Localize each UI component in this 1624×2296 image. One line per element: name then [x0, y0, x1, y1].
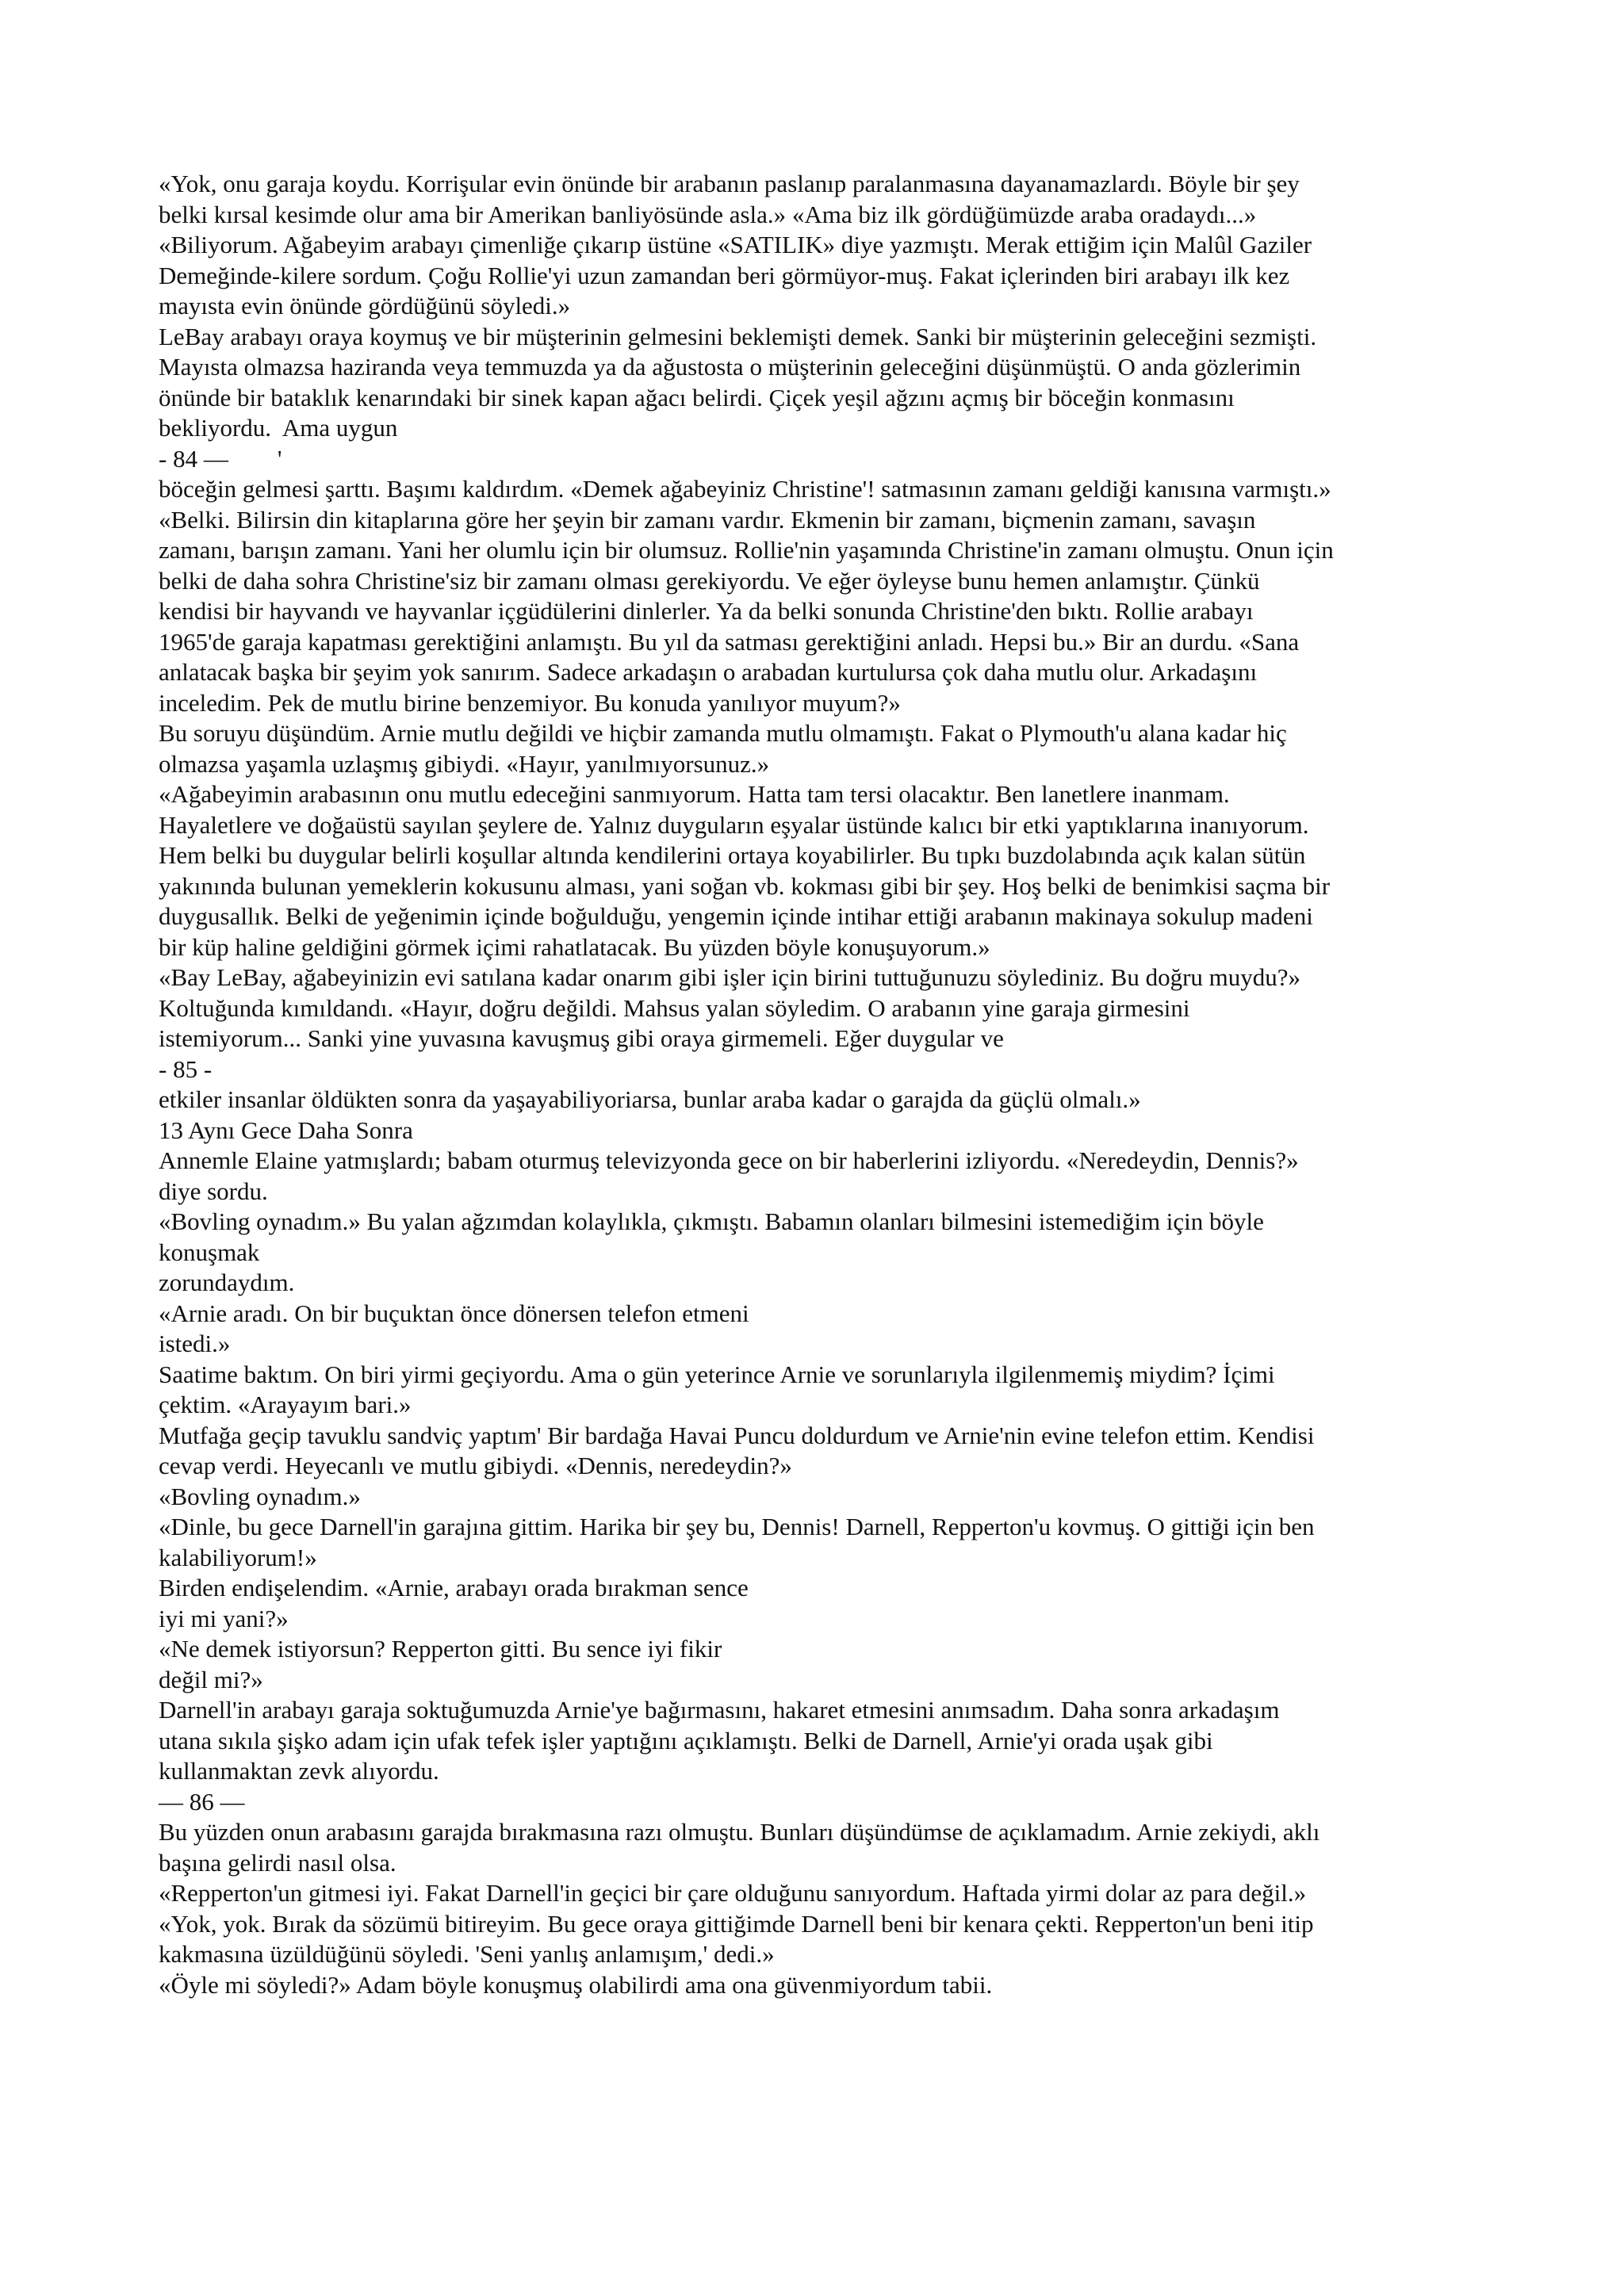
text-line: LeBay arabayı oraya koymuş ve bir müşterinin gelmesini beklemişti demek. Sanki bir müşterinin geleceğini sezmişti. — [159, 322, 1317, 350]
text-line: Bu soruyu düşündüm. Arnie mutlu değildi ve hiçbir zamanda mutlu olmamıştı. Fakat o Plymouth'u alana kadar hiç — [159, 719, 1287, 747]
text-line: «Yok, yok. Bırak da sözümü bitireyim. Bu gece oraya gittiğimde Darnell beni bir kenara çekti. Repperton'un beni itip — [159, 1909, 1314, 1938]
text-line: cevap verdi. Heyecanlı ve mutlu gibiydi. «Dennis, neredeydin?» — [159, 1452, 792, 1479]
text-line: Mayısta olmazsa haziranda veya temmuzda ya da ağustosta o müşterinin geleceğini düşünmüştü. O anda gözlerimin — [159, 353, 1301, 381]
text-line: «Öyle mi söyledi?» Adam böyle konuşmuş olabilirdi ama ona güvenmiyordum tabii. — [159, 1970, 993, 1999]
text-line: «Biliyorum. Ağabeyim arabayı çimenliğe çıkarıp üstüne «SATILIK» diye yazmıştı. Merak ettiğim için Malûl Gaziler — [159, 231, 1312, 258]
text-line: Birden endişelendim. «Arnie, arabayı orada bırakman sence — [159, 1574, 749, 1601]
text-line: kakmasına üzüldüğünü söyledi. 'Seni yanlış anlamışım,' dedi.» — [159, 1940, 775, 1968]
text-line: bir küp haline geldiğini görmek içimi rahatlatacak. Bu yüzden böyle konuşuyorum.» — [159, 932, 990, 961]
text-line: Saatime baktım. On biri yirmi geçiyordu. Ama o gün yeterince Arnie ve sorunlarıyla ilgilenmemiş miydim? İçimi — [159, 1360, 1275, 1388]
text-line: utana sıkıla şişko adam için ufak tefek işler yaptığını açıklamıştı. Belki de Darnell, Arnie'yi orada uşak gibi — [159, 1726, 1213, 1755]
text-line: inceledim. Pek de mutlu birine benzemiyor. Bu konuda yanılıyor muyum?» — [159, 688, 901, 717]
text-line: iyi mi yani?» — [159, 1604, 289, 1632]
text-line: Darnell'in arabayı garaja soktuğumuzda Arnie'ye bağırmasını, hakaret etmesini anımsadım. Daha sonra arkadaşım — [159, 1696, 1280, 1724]
text-line: — 86 — — [159, 1787, 245, 1816]
text-line: 13 Aynı Gece Daha Sonra — [159, 1115, 413, 1144]
text-line: etkiler insanlar öldükten sonra da yaşayabiliyoriarsa, bunlar araba kadar o garajda da güçlü olmalı.» — [159, 1085, 1141, 1113]
text-line: Annemle Elaine yatmışlardı; babam oturmuş televizyonda gece on bir haberlerini izliyordu. «Neredeydin, Dennis?» — [159, 1146, 1299, 1174]
text-line: «Belki. Bilirsin din kitaplarına göre her şeyin bir zamanı vardır. Ekmenin bir zamanı, biçmenin zamanı, savaşın — [159, 505, 1256, 534]
text-line: konuşmak — [159, 1238, 260, 1266]
text-line: kullanmaktan zevk alıyordu. — [159, 1757, 439, 1785]
text-line: Koltuğunda kımıldandı. «Hayır, doğru değildi. Mahsus yalan söyledim. O arabanın yine garaja girmesini — [159, 993, 1190, 1022]
text-line: mayısta evin önünde gördüğünü söyledi.» — [159, 292, 571, 320]
text-line: zorundaydım. — [159, 1269, 295, 1296]
text-line: istemiyorum... Sanki yine yuvasına kavuşmuş gibi oraya girmemeli. Eğer duygular ve — [159, 1024, 1004, 1052]
text-line: Hem belki bu duygular belirli koşullar altında kendilerini ortaya koyabilirler. Bu tıpkı buzdolabında açık kalan sütün — [159, 841, 1306, 869]
text-line: «Dinle, bu gece Darnell'in garajına gittim. Harika bir şey bu, Dennis! Darnell, Repperton'u kovmuş. O gittiği için ben — [159, 1513, 1315, 1540]
text-line: yakınında bulunan yemeklerin kokusunu alması, yani soğan vb. kokması gibi bir şey. Hoş belki de benimkisi saçma bir — [159, 871, 1331, 900]
text-line: «Repperton'un gitmesi iyi. Fakat Darnell'in geçici bir çare olduğunu sanıyordum. Haftada yirmi dolar az para değil.» — [159, 1879, 1307, 1907]
text-line: kendisi bir hayvandı ve hayvanlar içgüdülerini dinlerler. Ya da belki sonunda Christine'den bıktı. Rollie arabayı — [159, 597, 1254, 625]
text-line: «Ne demek istiyorsun? Repperton gitti. Bu sence iyi fikir — [159, 1635, 722, 1663]
text-line: bekliyordu. Ama uygun — [159, 414, 398, 442]
document-page — [159, 169, 1475, 2000]
text-line: - 84 — ' — [159, 444, 282, 473]
text-line: önünde bir bataklık kenarındaki bir sinek kapan ağacı belirdi. Çiçek yeşil ağzını açmış bir böceğin konmasını — [159, 383, 1235, 411]
text-line: böceğin gelmesi şarttı. Başımı kaldırdım. «Demek ağabeyiniz Christine'! satmasının zamanı geldiği kanısına varmıştı.» — [159, 475, 1331, 503]
text-line: başına gelirdi nasıl olsa. — [159, 1848, 396, 1877]
text-line: «Bovling oynadım.» — [159, 1482, 361, 1510]
text-line: «Bovling oynadım.» Bu yalan ağzımdan kolaylıkla, çıkmıştı. Babamın olanları bilmesini istemediğim için böyle — [159, 1207, 1264, 1235]
text-line: değil mi?» — [159, 1665, 263, 1693]
text-line: «Yok, onu garaja koydu. Korrişular evin önünde bir arabanın paslanıp paralanmasına dayanamazlardı. Böyle bir şey — [159, 170, 1300, 197]
text-line: diye sordu. — [159, 1177, 268, 1205]
text-line: Hayaletlere ve doğaüstü sayılan şeylere de. Yalnız duyguların eşyalar üstünde kalıcı bir etki yaptıklarına inanıyorum. — [159, 810, 1309, 839]
text-line: olmazsa yaşamla uzlaşmış gibiydi. «Hayır, yanılmıyorsunuz.» — [159, 749, 770, 778]
text-line: - 85 - — [159, 1054, 213, 1083]
text-line: istedi.» — [159, 1330, 231, 1357]
text-line: zamanı, barışın zamanı. Yani her olumlu için bir olumsuz. Rollie'nin yaşamında Christine'in zamanı olmuştu. Onun için — [159, 536, 1334, 564]
text-line: «Arnie aradı. On bir buçuktan önce dönersen telefon etmeni — [159, 1299, 749, 1327]
text-line: çektim. «Arayayım bari.» — [159, 1391, 412, 1418]
text-line: 1965'de garaja kapatması gerektiğini anlamıştı. Bu yıl da satması gerektiğini anladı. Hepsi bu.» Bir an durdu. «Sana — [159, 627, 1300, 656]
text-line: Demeğinde-kilere sordum. Çoğu Rollie'yi uzun zamandan beri görmüyor-muş. Fakat içlerinden biri arabayı ilk kez — [159, 261, 1290, 289]
text-line: duygusallık. Belki de yeğenimin içinde boğulduğu, yengemin içinde intihar ettiği arabanın makinaya sokulup madeni — [159, 902, 1313, 930]
text-line: Bu yüzden onun arabasını garajda bırakmasına razı olmuştu. Bunları düşündümse de açıklamadım. Arnie zekiydi, aklı — [159, 1818, 1320, 1846]
text-line: belki de daha sohra Christine'siz bir zamanı olması gerekiyordu. Ve eğer öyleyse bunu hemen anlamıştır. Çünkü — [159, 566, 1260, 595]
text-line: anlatacak başka bir şeyim yok sanırım. Sadece arkadaşın o arabadan kurtulursa çok daha mutlu olur. Arkadaşını — [159, 658, 1258, 686]
text-line: «Bay LeBay, ağabeyinizin evi satılana kadar onarım gibi işler için birini tuttuğunuzu söylediniz. Bu doğru muydu?» — [159, 963, 1301, 991]
text-line: Mutfağa geçip tavuklu sandviç yaptım' Bir bardağa Havai Puncu doldurdum ve Arnie'nin evine telefon ettim. Kendisi — [159, 1421, 1315, 1449]
text-line: «Ağabeyimin arabasının onu mutlu edeceğini sanmıyorum. Hatta tam tersi olacaktır. Ben lanetlere inanmam. — [159, 780, 1230, 808]
text-line: kalabiliyorum!» — [159, 1543, 317, 1571]
text-line: belki kırsal kesimde olur ama bir Amerikan banliyösünde asla.» «Ama biz ilk gördüğümüzde araba oradaydı...» — [159, 200, 1257, 228]
